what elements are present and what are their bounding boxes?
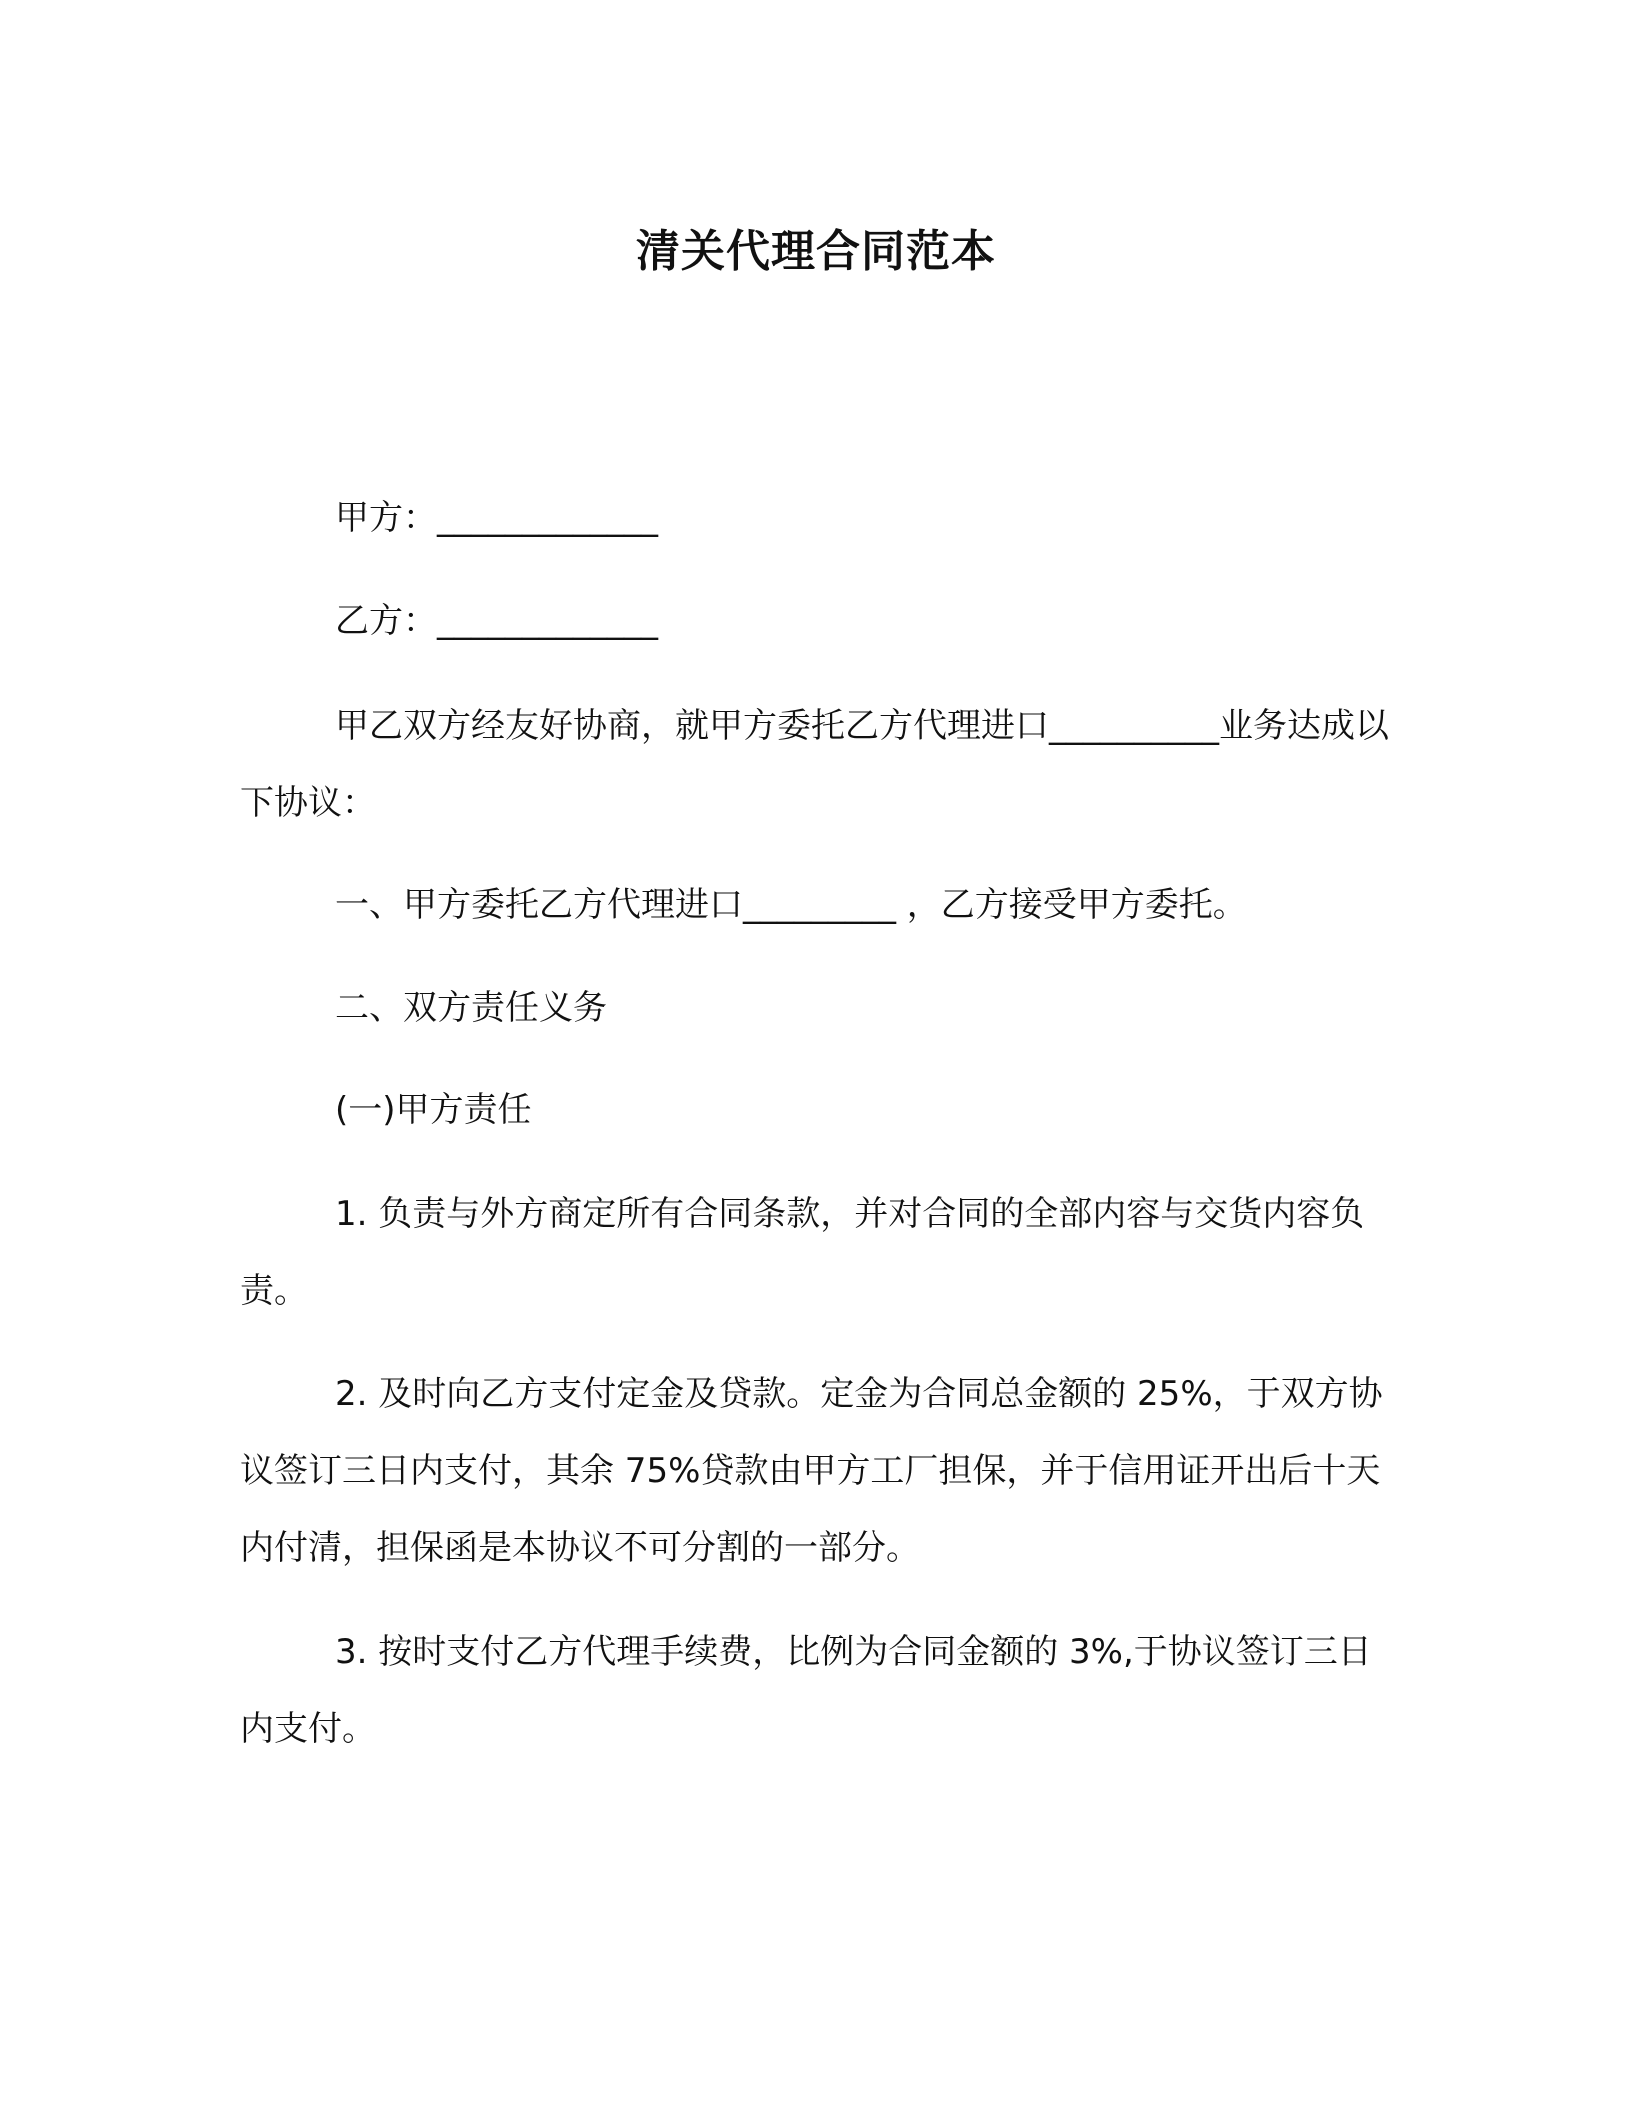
clause-1: 一、甲方委托乙方代理进口_________ ，乙方接受甲方委托。 [335, 885, 1247, 925]
intro-paragraph: 甲乙双方经友好协商，就甲方委托乙方代理进口__________业务达成以下协议： [240, 706, 1389, 823]
item-2-paragraph: 2. 及时向乙方支付定金及贷款。定金为合同总金额的 25%，于双方协议签订三日内支付，其余 75%贷款由甲方工厂担保，并于信用证开出后十天内付清，担保函是本协议不可分割的一部分。 [240, 1374, 1383, 1568]
section-a-heading: (一)甲方责任 [335, 1090, 532, 1130]
party-b-line: 乙方：_____________ [335, 601, 658, 641]
item-1-paragraph: 1. 负责与外方商定所有合同条款，并对合同的全部内容与交货内容负责。 [240, 1194, 1365, 1311]
document-title: 清关代理合同范本 [636, 226, 996, 277]
item-3-paragraph: 3. 按时支付乙方代理手续费，比例为合同金额的 3%,于协议签订三日内支付。 [240, 1632, 1372, 1749]
clause-2-heading: 二、双方责任义务 [335, 988, 607, 1028]
party-a-line: 甲方：_____________ [335, 498, 658, 538]
